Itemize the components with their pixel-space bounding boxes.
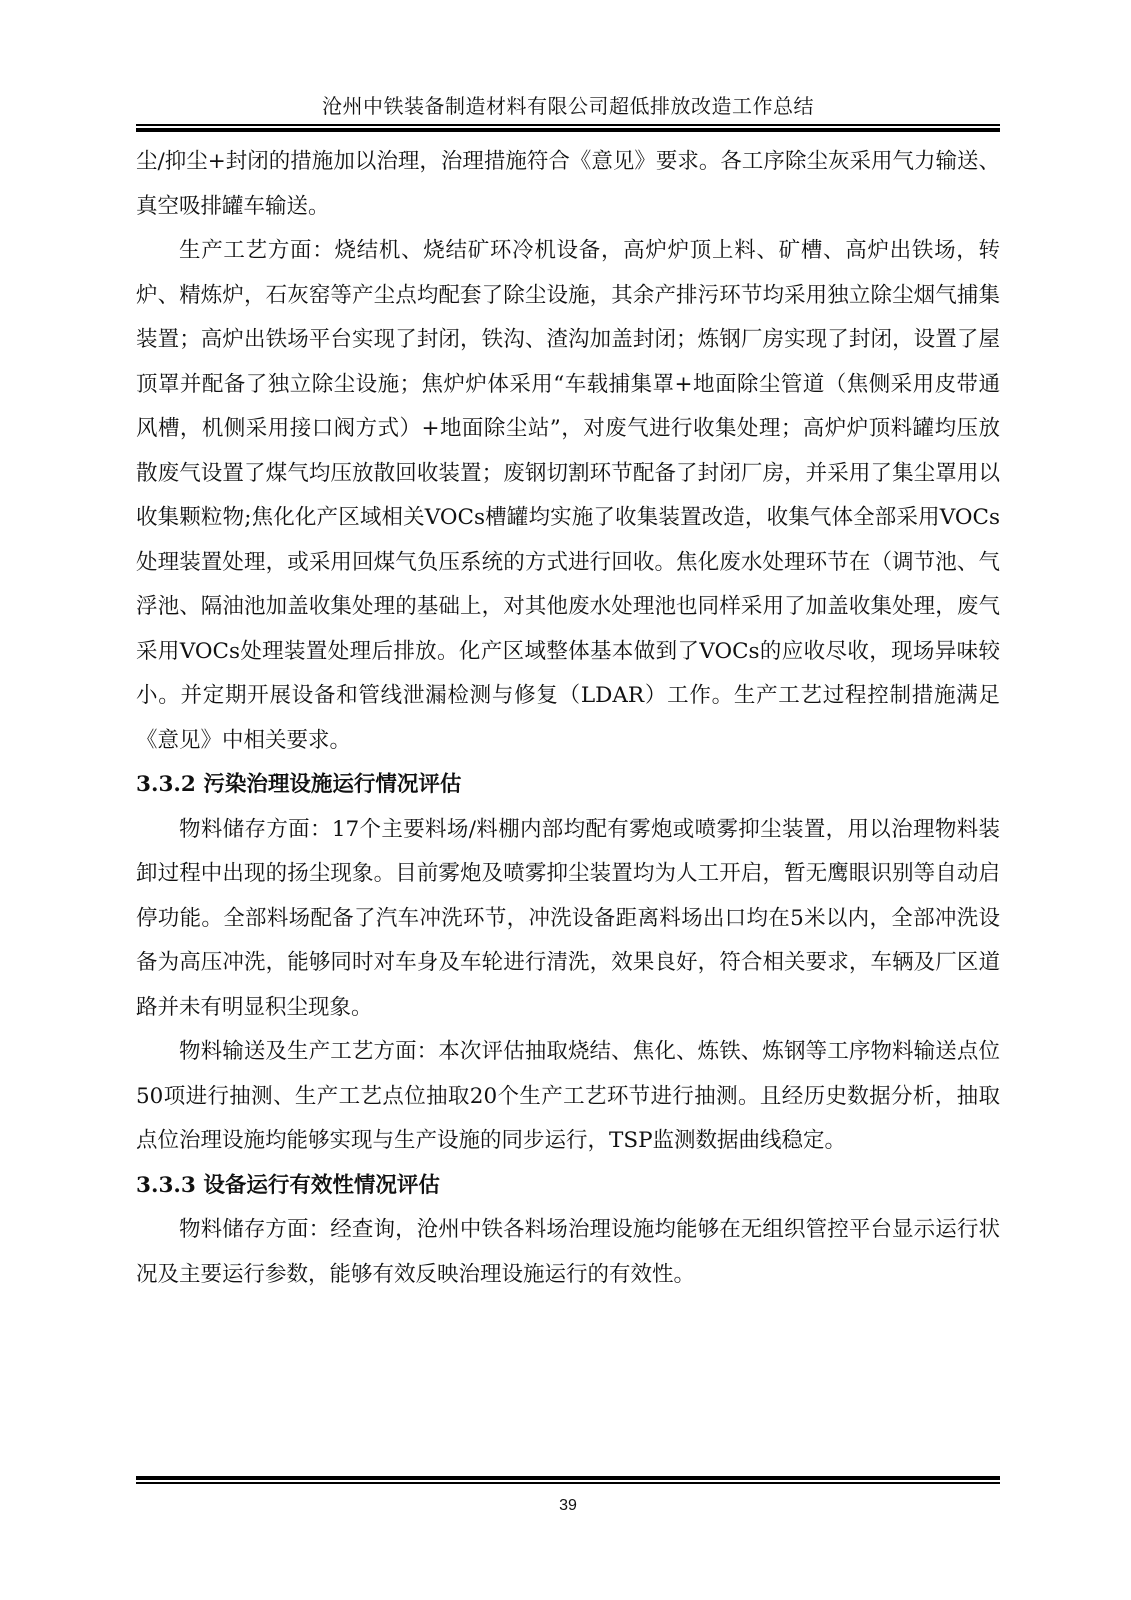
page-number: 39 (559, 1497, 577, 1514)
footer-rule-thick (136, 1476, 1000, 1480)
paragraph-continued: 尘/抑尘+封闭的措施加以治理，治理措施符合《意见》要求。各工序除尘灰采用气力输送、真空吸排罐车输送。 (136, 149, 1000, 219)
document-body (136, 140, 1000, 1297)
paragraph-storage-platform: 物料储存方面：经查询，沧州中铁各料场治理设施均能够在无组织管控平台显示运行状况及主要运行参数，能够有效反映治理设施运行的有效性。 (136, 1217, 1000, 1287)
paragraph-production-process: 生产工艺方面：烧结机、烧结矿环冷机设备，高炉炉顶上料、矿槽、高炉出铁场，转炉、精炼炉，石灰窑等产尘点均配套了除尘设施，其余产排污环节均采用独立除尘烟气捕集装置；高炉出铁场平台实现了封闭，铁沟、渣沟加盖封闭；炼钢厂房实现了封闭，设置了屋顶罩并配备了独立除尘设施；焦炉炉体采用“车载捕集罩+地面除尘管道（焦侧采用皮带通风槽，机侧采用接口阀方式）+地面除尘站”，对废气进行收集处理；高炉炉顶料罐均压放散废气设置了煤气均压放散回收装置；废钢切割环节配备了封闭厂房，并采用了集尘罩用以收集颗粒物;焦化化产区域相关VOCs槽罐均实施了收集装置改造，收集气体全部采用VOCs处理装置处理，或采用回煤气负压系统的方式进行回收。焦化废水处理环节在（调节池、气浮池、隔油池加盖收集处理的基础上，对其他废水处理池也同样采用了加盖收集处理，废气采用VOCs处理装置处理后排放。化产区域整体基本做到了VOCs的应收尽收，现场异味较小。并定期开展设备和管线泄漏检测与修复（LDAR）工作。生产工艺过程控制措施满足《意见》中相关要求。 (136, 238, 1000, 753)
header-rule-thin (136, 124, 1000, 126)
footer-rule-thin (136, 1482, 1000, 1484)
section-heading-3-3-3: 3.3.3 设备运行有效性情况评估 (136, 1172, 440, 1198)
header-rule-thick (136, 128, 1000, 132)
section-heading-3-3-2: 3.3.2 污染治理设施运行情况评估 (136, 772, 462, 797)
paragraph-material-transport: 物料输送及生产工艺方面：本次评估抽取烧结、焦化、炼铁、炼钢等工序物料输送点位50项进行抽测、生产工艺点位抽取20个生产工艺环节进行抽测。且经历史数据分析，抽取点位治理设施均能够实现与生产设施的同步运行，TSP监测数据曲线稳定。 (136, 1039, 1000, 1153)
page-header-title: 沧州中铁装备制造材料有限公司超低排放改造工作总结 (322, 94, 814, 118)
paragraph-material-storage: 物料储存方面：17个主要料场/料棚内部均配有雾炮或喷雾抑尘装置，用以治理物料装卸过程中出现的扬尘现象。目前雾炮及喷雾抑尘装置均为人工开启，暂无鹰眼识别等自动启停功能。全部料场配备了汽车冲洗环节，冲洗设备距离料场出口均在5米以内，全部冲洗设备为高压冲洗，能够同时对车身及车轮进行清洗，效果良好，符合相关要求，车辆及厂区道路并未有明显积尘现象。 (136, 816, 1000, 1020)
